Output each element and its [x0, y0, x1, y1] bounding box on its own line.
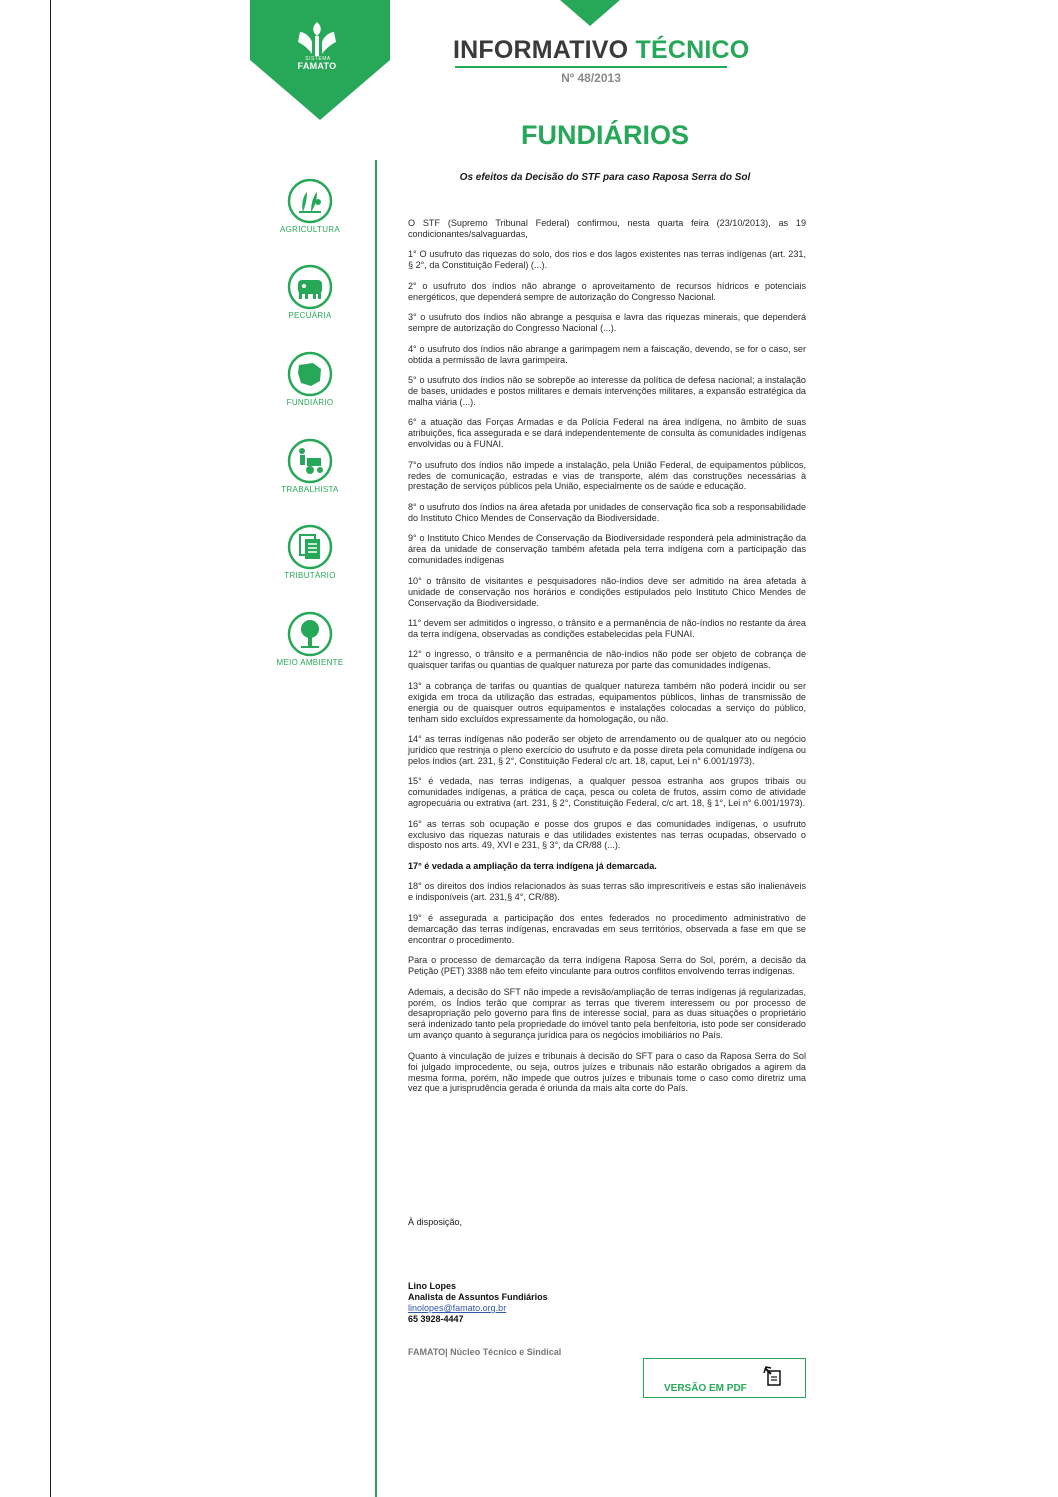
- paragraph-condition-2: 2° o usufruto dos índios não abrange o aproveitamento de recursos hídricos e potenciais energéticos, que dependerá sempre de autorização do Congresso Nacional.: [408, 280, 806, 302]
- paragraph-condition-1: 1° O usufruto das riquezas do solo, dos rios e dos lagos existentes nas terras indígenas (art. 231, § 2°, da Constituição Federal) (...).: [408, 249, 806, 271]
- pdf-version-label: VERSÃO EM PDF: [664, 1383, 747, 1394]
- tax-icon: [287, 524, 333, 570]
- paragraph-condition-3: 3° o usufruto dos índios não abrange a pesquisa e lavra das riquezas minerais, que dependerá sempre de autorização do Congresso Nacional (...).: [408, 312, 806, 334]
- sidebar-divider: [375, 160, 377, 1497]
- paragraph-condition-13: 13° a cobrança de tarifas ou quantias de qualquer natureza também não poderá incidir ou ser exigida em troca da utilização das estradas, equipamentos públicos, linhas de transmissão de energia ou de quaisquer outros equipamentos e instalações colocadas a serviço do público, tenham sido excluídos expressamente da homologação, ou não.: [408, 680, 806, 724]
- paragraph-condition-18: 18° os direitos dos índios relacionados às suas terras são imprescritíveis e estas são inalienáveis e indisponíveis (art. 231,§ 4°, CR/88).: [408, 881, 806, 903]
- category-label: AGRICULTURA: [279, 225, 341, 234]
- logo-small-text: SISTEMA: [305, 56, 331, 62]
- paragraph-condition-11: 11° devem ser admitidos o ingresso, o trânsito e a permanência de não-índios no restante da área da terra indígena, observadas as condições estabelecidas pela FUNAI.: [408, 618, 806, 639]
- paragraph-condition-15: 15° é vedada, nas terras indígenas, a qualquer pessoa estranha aos grupos tribais ou comunidades indígenas, a prática de caça, pesca ou coleta de frutos, assim como de atividade agropecuária ou extrativa (art. 231, § 2°, Constituição Federal, c/c art. 18, § 1°, Lei n° 6.001/1973).: [408, 776, 806, 809]
- footer-note: FAMATO| Núcleo Técnico e Sindical: [408, 1347, 562, 1357]
- paragraph-condition-9: 9° o Instituto Chico Mendes de Conservação da Biodiversidade responderá pela administração da área da unidade de conservação também afetada pela terra indígena com a participação das comunidades indígenas: [408, 533, 806, 566]
- signature-email-link[interactable]: linolopes@famato.org.br: [408, 1303, 507, 1313]
- paragraph-condition-14: 14° as terras indígenas não poderão ser objeto de arrendamento ou de qualquer ato ou negócio jurídico que restrinja o pleno exercício do usufruto e da posse direta pela comunidade indígena ou pelos índios (art. 231, § 2°, Constituição Federal c/c art. 18, caput, Lei n° 6.001/1973).: [408, 734, 806, 766]
- page-header-title: [453, 36, 749, 65]
- signature-name: Lino Lopes: [408, 1281, 456, 1291]
- paragraph-condition-12: 12° o ingresso, o trânsito e a permanência de não-índios não pode ser objeto de cobrança de quaisquer tarifas ou quantias de qualquer natureza por parte das comunidades indígenas.: [408, 649, 806, 671]
- category-label: TRIBUTÁRIO: [284, 571, 336, 580]
- header-title-word1: INFORMATIVO: [453, 36, 629, 64]
- paragraph-condition-10: 10° o trânsito de visitantes e pesquisadores não-índios deve ser admitido na área afetada à unidade de conservação nos horários e condições estipulados pelo Instituto Chico Mendes de Conservação da Biodiversidade.: [408, 575, 806, 608]
- article-body: [408, 218, 806, 1104]
- category-trabalhista[interactable]: [268, 438, 352, 494]
- labor-icon: [287, 438, 333, 484]
- land-icon: [287, 351, 333, 397]
- paragraph-condition-17: 17° é vedada a ampliação da terra indígena já demarcada.: [408, 860, 657, 871]
- paragraph-condition-8: 8° o usufruto dos índios na área afetada por unidades de conservação fica sob a responsabilidade do Instituto Chico Mendes de Conservação da Biodiversidade.: [408, 501, 806, 523]
- category-pecuaria[interactable]: [268, 264, 352, 320]
- pdf-version-button[interactable]: [643, 1358, 806, 1398]
- issue-number: Nº 48/2013: [561, 71, 621, 85]
- top-accent-triangle: [560, 0, 620, 26]
- category-meio-ambiente[interactable]: [268, 611, 352, 667]
- signature-phone: 65 3928-4447: [408, 1314, 464, 1324]
- section-title: FUNDIÁRIOS: [521, 120, 689, 150]
- paragraph-condition-6: 6° a atuação das Forças Armadas e da Polícia Federal na área indígena, no âmbito de suas atribuições, fica assegurada e se dará independentemente de consulta às comunidades indígenas envolvidas ou à FUNAI.: [408, 417, 806, 450]
- category-fundiario[interactable]: [268, 351, 352, 407]
- category-label: FUNDIÁRIO: [286, 398, 334, 407]
- category-label: TRABALHISTA: [281, 485, 339, 494]
- logo-brand: FAMATO: [297, 61, 337, 71]
- pdf-download-icon: [762, 1365, 784, 1387]
- paragraph-condition-5: 5° o usufruto dos índios não se sobrepõe ao interesse da política de defesa nacional; a instalação de bases, unidades e postos militares e demais intervenções militares, a expansão estratégica da malha viária (...).: [408, 375, 806, 407]
- category-tributario[interactable]: [268, 524, 352, 580]
- article-subtitle: Os efeitos da Decisão do STF para caso Raposa Serra do Sol: [459, 172, 751, 183]
- paragraph-pet-3388: Para o processo de demarcação da terra indígena Raposa Serra do Sol, porém, a decisão da Petição (PET) 3388 não tem efeito vinculante para outros conflitos envolvendo terras indígenas.: [408, 955, 806, 977]
- environment-icon: [287, 611, 333, 657]
- paragraph-condition-4: 4° o usufruto dos índios não abrange a garimpagem nem a faiscação, devendo, se for o caso, ser obtida a permissão de lavra garimpeira.: [408, 343, 806, 365]
- paragraph-condition-7: 7°o usufruto dos índios não impede a instalação, pela União Federal, de equipamentos públicos, redes de comunicação, estradas e vias de transporte, além das construções necessárias à prestação de serviços públicos pela União, especialmente os de saúde e educação.: [408, 459, 806, 492]
- paragraph-intro: O STF (Supremo Tribunal Federal) confirmou, nesta quarta feira (23/10/2013), as 19 condicionantes/salvaguardas,: [408, 218, 806, 239]
- header-underline: [455, 66, 727, 68]
- category-agricultura[interactable]: [268, 178, 352, 234]
- paragraph-revision: Ademais, a decisão do SFT não impede a revisão/ampliação de terras indígenas já regularizadas, porém, os Índios terão que comprar as terras que tiverem interessem ou por processo de desapropriação pelo governo para fins de interesse social, para as duas situações o proprietário será indenizado tanto pela propriedade do imóvel tanto pela benfeitoria, isto pode ser considerado um avanço quanto à segurança jurídica para os negócios imobiliários no País.: [408, 986, 806, 1041]
- agriculture-icon: [287, 178, 333, 224]
- livestock-icon: [287, 264, 333, 310]
- header-title-word2: TÉCNICO: [635, 36, 750, 64]
- category-label: PECUÁRIA: [288, 311, 332, 320]
- paragraph-binding: Quanto à vinculação de juízes e tribunais à decisão do SFT para o caso da Raposa Serra do Sol foi julgado improcedente, ou seja, outros juízes e tribunais não estarão obrigados a agirem da mesma forma, porém, não impede que outros juízes e tribunais tome o caso como diretriz uma vez que a jurisprudência gerada é oriunda da mais alta corte do País.: [408, 1050, 806, 1094]
- left-margin-rule: [50, 0, 51, 1497]
- paragraph-condition-19: 19° é assegurada a participação dos entes federados no procedimento administrativo de demarcação das terras indígenas, encravadas em seus territórios, observada a fase em que se encontrar o procedimento.: [408, 912, 806, 945]
- signature-block: [408, 1281, 548, 1325]
- closing-line: À disposição,: [408, 1217, 463, 1227]
- category-label: MEIO AMBIENTE: [276, 658, 344, 667]
- paragraph-condition-16: 16° as terras sob ocupação e posse dos grupos e das comunidades indígenas, o usufruto exclusivo das riquezas naturais e das utilidades existentes nas terras ocupadas, observado o disposto nos arts. 49, XVI e 231, § 3°, da CR/88 (...).: [408, 818, 806, 851]
- signature-role: Analista de Assuntos Fundiários: [408, 1292, 548, 1302]
